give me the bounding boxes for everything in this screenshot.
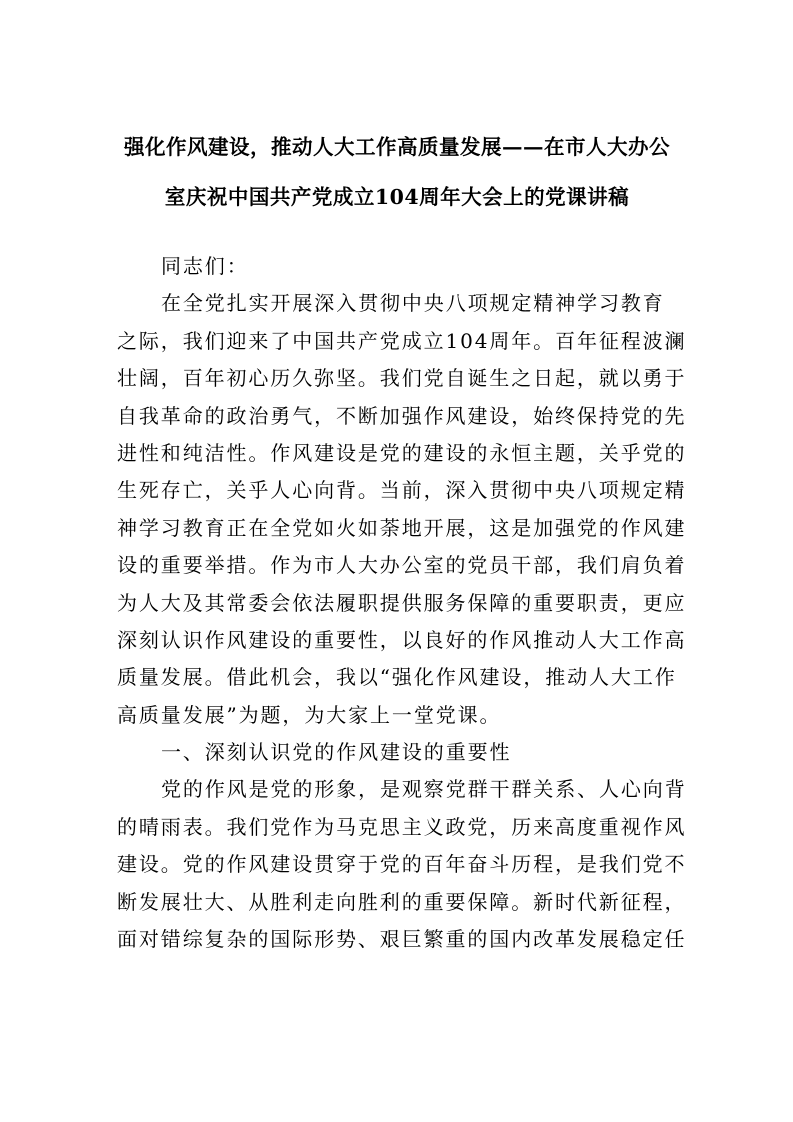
paragraph-2-line: 建设。党的作风建设贯穿于党的百年奋斗历程，是我们党不 [117, 852, 687, 877]
document-body [117, 248, 687, 958]
paragraph-1-line: 为人大及其常委会依法履职提供服务保障的重要职责，更应 [117, 590, 687, 615]
paragraph-1-line: 自我革命的政治勇气，不断加强作风建设，始终保持党的先 [117, 403, 687, 428]
paragraph-2-line: 断发展壮大、从胜利走向胜利的重要保障。新时代新征程， [117, 889, 687, 914]
paragraph-1-line: 之际，我们迎来了中国共产党成立104周年。百年征程波澜 [117, 328, 687, 353]
section-heading-1: 一、深刻认识党的作风建设的重要性 [161, 740, 512, 765]
paragraph-1-line: 进性和纯洁性。作风建设是党的建设的永恒主题，关乎党的 [117, 440, 687, 465]
paragraph-1-line: 生死存亡，关乎人心向背。当前，深入贯彻中央八项规定精 [117, 478, 687, 503]
document-title-line-1: 强化作风建设，推动人大工作高质量发展——在市人大办公 [124, 135, 670, 159]
paragraph-1-line: 设的重要举措。作为市人大办公室的党员干部，我们肩负着 [117, 553, 687, 578]
paragraph-2-line: 面对错综复杂的国际形势、艰巨繁重的国内改革发展稳定任 [117, 927, 687, 952]
paragraph-1-line: 高质量发展”为题，为大家上一堂党课。 [117, 702, 502, 727]
paragraph-1-line: 在全党扎实开展深入贯彻中央八项规定精神学习教育 [161, 291, 665, 316]
paragraph-2-line: 党的作风是党的形象，是观察党群干群关系、人心向背 [161, 777, 687, 802]
document-title-line-2: 室庆祝中国共产党成立104周年大会上的党课讲稿 [164, 185, 630, 209]
paragraph-1-line: 质量发展。借此机会，我以“强化作风建设，推动人大工作 [117, 665, 677, 690]
salutation: 同志们： [161, 254, 249, 278]
paragraph-1-line: 神学习教育正在全党如火如荼地开展，这是加强党的作风建 [117, 515, 687, 540]
paragraph-1-line: 深刻认识作风建设的重要性，以良好的作风推动人大工作高 [117, 627, 687, 652]
paragraph-2-line: 的晴雨表。我们党作为马克思主义政党，历来高度重视作风 [117, 814, 687, 839]
paragraph-1-line: 壮阔，百年初心历久弥坚。我们党自诞生之日起，就以勇于 [117, 366, 687, 391]
